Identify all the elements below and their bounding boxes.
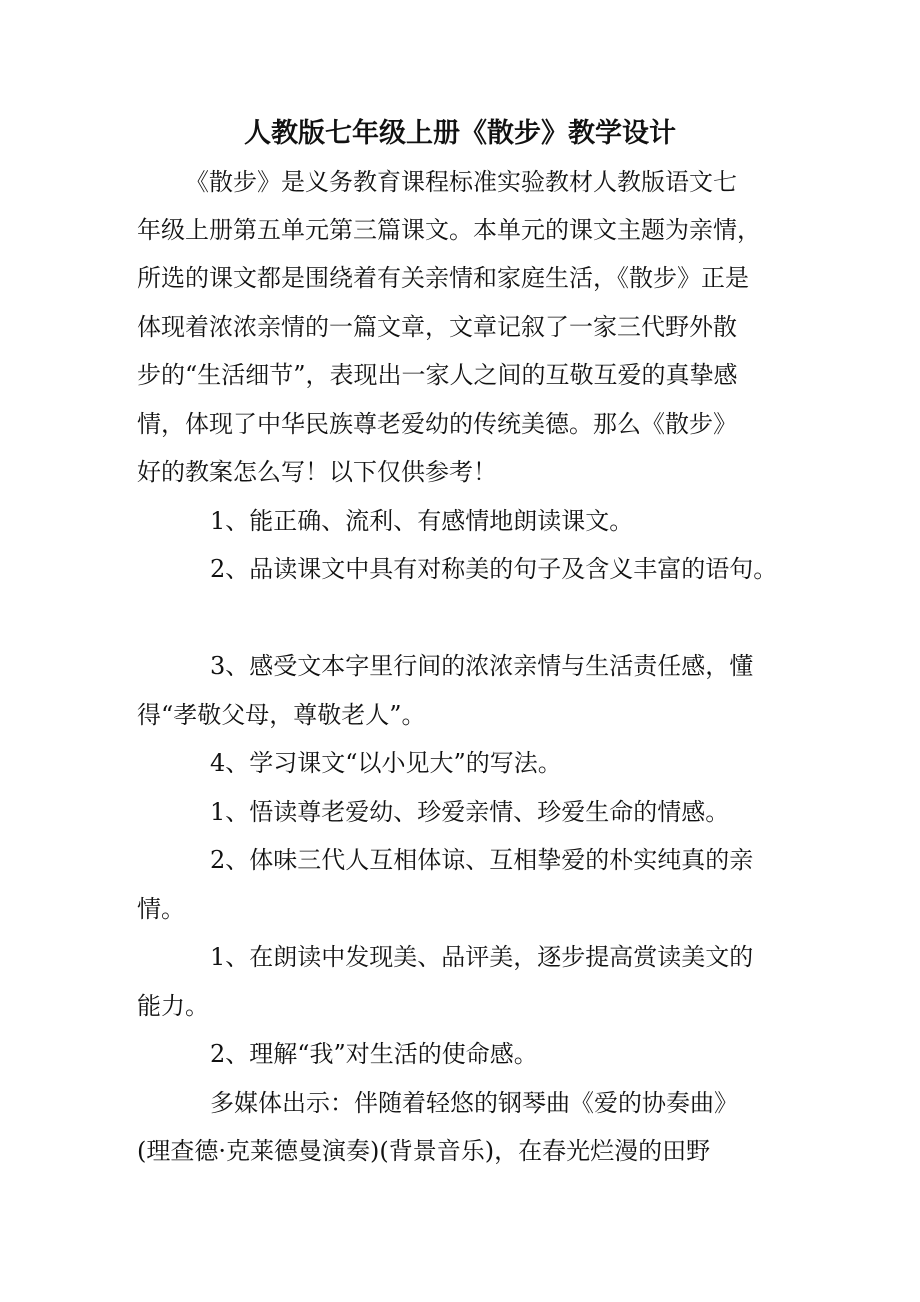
- document-title: 人教版七年级上册《散步》教学设计: [244, 118, 676, 149]
- objective-item: 1、能正确、流利、有感情地朗读课文。: [210, 507, 634, 535]
- paragraph-line: 《散步》是义务教育课程标准实验教材人教版语文七: [185, 168, 737, 196]
- paragraph-line: 情。: [137, 895, 185, 923]
- objective-item: 1、在朗读中发现美、品评美，逐步提高赏读美文的: [210, 943, 754, 971]
- paragraph-line: 所选的课文都是围绕着有关亲情和家庭生活，《散步》正是: [137, 264, 749, 292]
- paragraph-line: 好的教案怎么写！以下仅供参考！: [137, 458, 497, 486]
- objective-item: 3、感受文本字里行间的浓浓亲情与生活责任感，懂: [210, 652, 754, 680]
- paragraph-line: 多媒体出示：伴随着轻悠的钢琴曲《爱的协奏曲》: [210, 1089, 738, 1117]
- paragraph-line: 步的“生活细节”，表现出一家人之间的互敬互爱的真挚感: [137, 361, 738, 389]
- objective-item: 2、理解“我”对生活的使命感。: [210, 1040, 538, 1068]
- objective-item: 1、悟读尊老爱幼、珍爱亲情、珍爱生命的情感。: [210, 798, 730, 826]
- paragraph-line: 年级上册第五单元第三篇课文。本单元的课文主题为亲情，: [137, 216, 761, 244]
- paragraph-line: 体现着浓浓亲情的一篇文章，文章记叙了一家三代野外散: [137, 313, 737, 341]
- paragraph-line: (理查德·克莱德曼演奏)(背景音乐)，在春光烂漫的田野: [137, 1137, 711, 1165]
- paragraph-line: 能力。: [137, 992, 209, 1020]
- objective-item: 2、体味三代人互相体谅、互相挚爱的朴实纯真的亲: [210, 846, 754, 874]
- paragraph-line: 得“孝敬父母，尊敬老人”。: [137, 701, 426, 729]
- objective-item: 2、品读课文中具有对称美的句子及含义丰富的语句。: [210, 555, 778, 583]
- objective-item: 4、学习课文“以小见大”的写法。: [210, 749, 562, 777]
- paragraph-line: 情，体现了中华民族尊老爱幼的传统美德。那么《散步》: [137, 410, 737, 438]
